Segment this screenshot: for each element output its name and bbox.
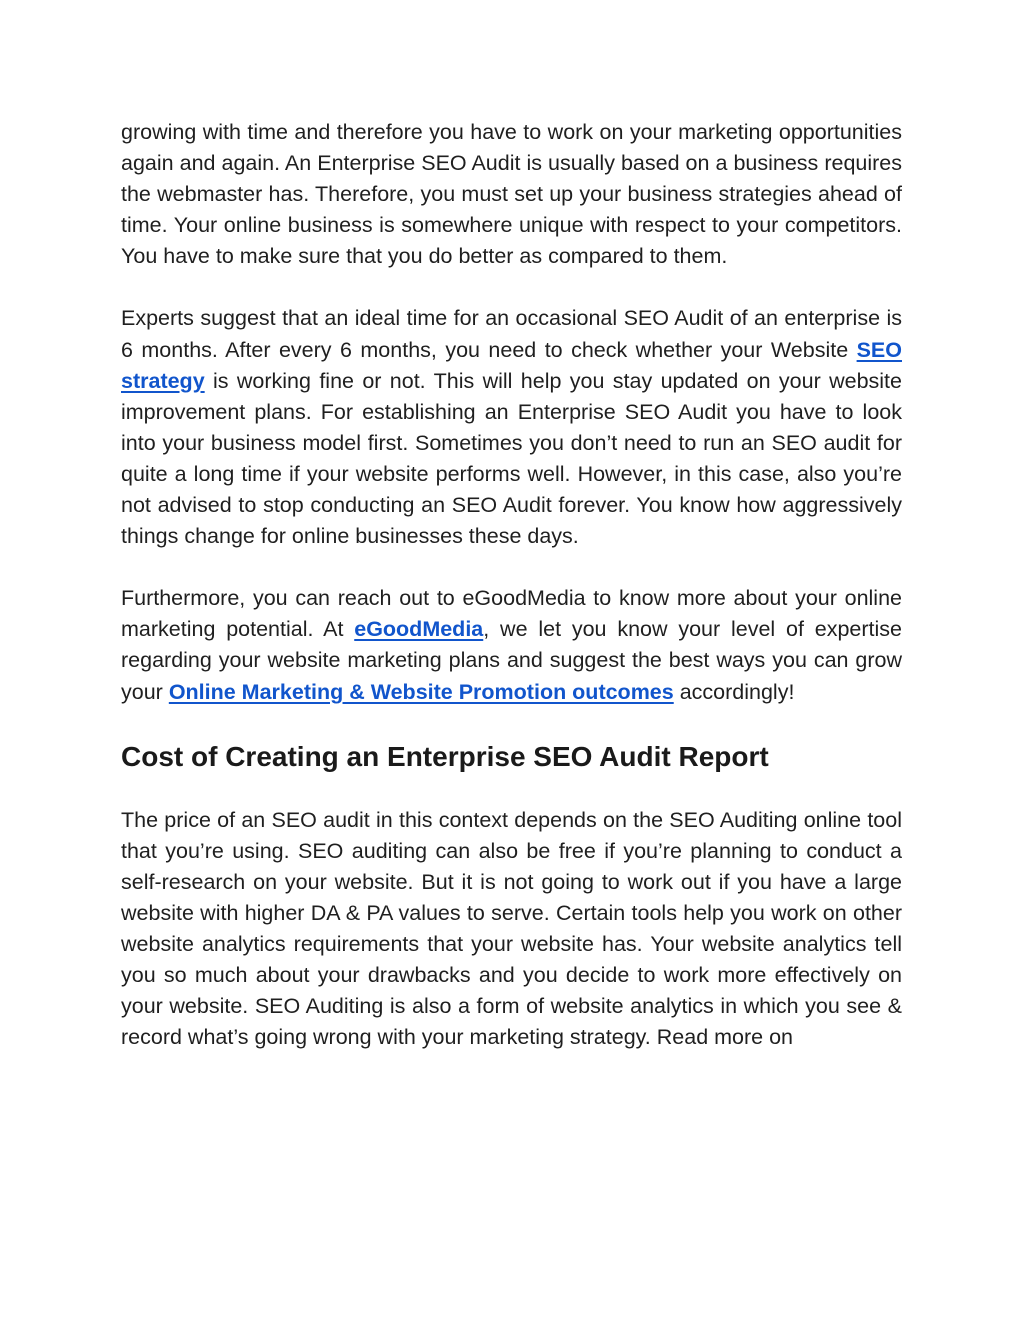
section-heading: Cost of Creating an Enterprise SEO Audit Report [121,740,769,772]
paragraph-cost: The price of an SEO audit in this context depends on the SEO Auditing online tool that you’re using. SEO auditing can also be free if you’re planning to conduct a self-research on your website. But it is not going to work out if you have a large website with higher DA & PA values to serve. Certain tools help you work on other website analytics requirements that your website has. Your website analytics tell you so much about your drawbacks and you decide to work more effectively on your website. SEO Auditing is also a form of website analytics in which you see & record what’s going wrong with your marketing strategy. Read more on [121,807,902,1050]
paragraph-experts-text-start: Experts suggest that an ideal time for an occasional SEO Audit of an enterprise is 6 months. After every 6 months, you need to check whether your Website [121,306,902,362]
egoodmedia-link[interactable]: eGoodMedia [354,617,484,642]
paragraph-intro: growing with time and therefore you have to work on your marketing opportunities again and again. An Enterprise SEO Audit is usually based on a business requires the webmaster has. Therefore, you must set up your business strategies ahead of time. Your online business is somewhere unique with respect to your competitors. You have to make sure that you do better as compared to them. [121,120,902,269]
paragraph-experts [121,303,902,552]
paragraph-egoodmedia-text-2: , we let you know your level of expertise regarding your website marketing plans and suggest the best ways you can grow your [121,617,902,704]
document-page [121,117,902,1084]
seo-strategy-link[interactable]: SEO strategy [121,337,902,393]
paragraph-experts-text-end: is working fine or not. This will help you stay updated on your website improvement plans. For establishing an Enterprise SEO Audit you have to look into your business model first. Sometimes you don’t need to run an SEO audit for quite a long time if your website performs well. However, in this case, also you’re not advised to stop conducting an SEO Audit forever. You know how aggressively things change for online businesses these days. [121,368,902,549]
paragraph-egoodmedia [121,583,902,707]
paragraph-egoodmedia-text-1: Furthermore, you can reach out to eGoodMedia to know more about your online marketing potential. At [121,586,902,642]
online-marketing-link[interactable]: Online Marketing & Website Promotion outcomes [168,679,674,704]
paragraph-egoodmedia-text-3: accordingly! [673,679,795,704]
